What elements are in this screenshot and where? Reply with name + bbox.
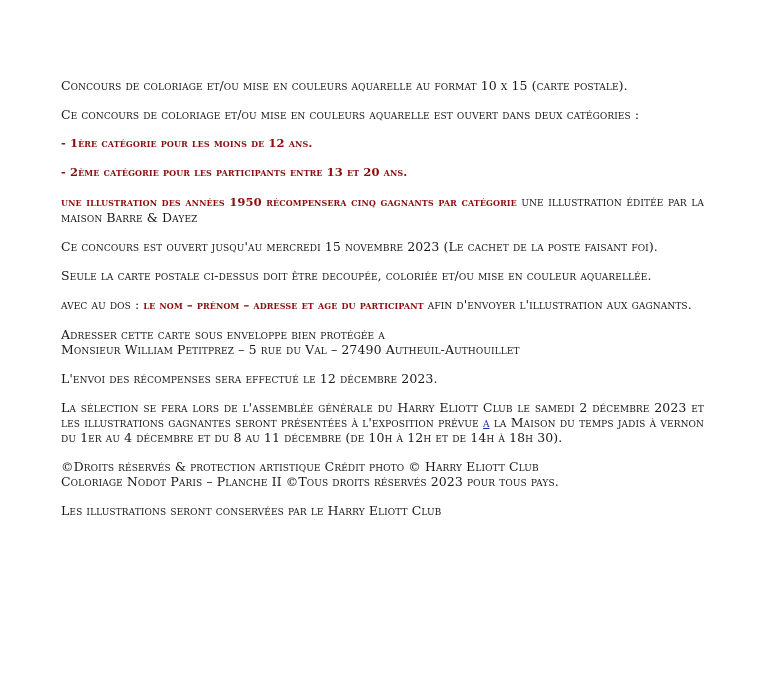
document-body (61, 78, 704, 532)
selection-part-1: La sélection se fera lors de l'assemblée générale du Harry Eliott Club le samedi 2 décembre 2023 et les illustrations gagnantes seront présentées à l'exposition prévue (61, 400, 704, 430)
conservation-paragraph: Les illustrations seront conservées par le Harry Eliott Club (61, 503, 442, 518)
address-paragraph (61, 327, 704, 357)
category-1: - 1ère catégorie pour les moins de 12 ans. (61, 136, 313, 150)
selection-link[interactable]: a (482, 415, 490, 430)
prize-paragraph (61, 194, 704, 225)
back-paragraph (61, 297, 704, 313)
address-line-1: Adresser cette carte sous enveloppe bien protégée a (61, 327, 385, 342)
categories-intro: Ce concours de coloriage et/ou mise en couleurs aquarelle est ouvert dans deux catégories : (61, 107, 640, 122)
instructions-paragraph: Seule la carte postale ci-dessus doit être decoupée, coloriée et/ou mise en couleur aquarellée. (61, 268, 652, 283)
selection-paragraph (61, 400, 704, 445)
prize-rest: une illustration éditée par la maison Barre & Dayez (61, 194, 705, 225)
rights-paragraph (61, 459, 704, 489)
back-prefix: avec au dos : (61, 297, 144, 312)
intro-paragraph: Concours de coloriage et/ou mise en couleurs aquarelle au format 10 x 15 (carte postale). (61, 78, 628, 93)
rewards-paragraph: L'envoi des récompenses sera effectué le 12 décembre 2023. (61, 371, 438, 386)
address-line-2: Monsieur William Petitprez – 5 rue du Val – 27490 Autheuil-Authouillet (61, 342, 520, 357)
rights-line-1: ©Droits réservés & protection artistique Crédit photo © Harry Eliott Club (61, 459, 539, 474)
rights-line-2: Coloriage Nodot Paris – Planche II ©Tous droits réservés 2023 pour tous pays. (61, 474, 559, 489)
category-2: - 2ème catégorie pour les participants entre 13 et 20 ans. (61, 165, 408, 179)
back-suffix: afin d'envoyer l'illustration aux gagnants. (423, 297, 692, 312)
prize-highlight: une illustration des années 1950 récompensera cinq gagnants par catégorie (61, 195, 517, 209)
back-highlight: le nom – prénom – adresse et age du participant (143, 298, 424, 312)
deadline-paragraph: Ce concours est ouvert jusqu'au mercredi 15 novembre 2023 (Le cachet de la poste faisant foi). (61, 239, 658, 254)
selection-part-2: la Maison du temps jadis à vernon du 1er au 4 décembre et du 8 au 11 décembre (de 10h à 12h et de 14h à 18h 30). (61, 415, 704, 445)
